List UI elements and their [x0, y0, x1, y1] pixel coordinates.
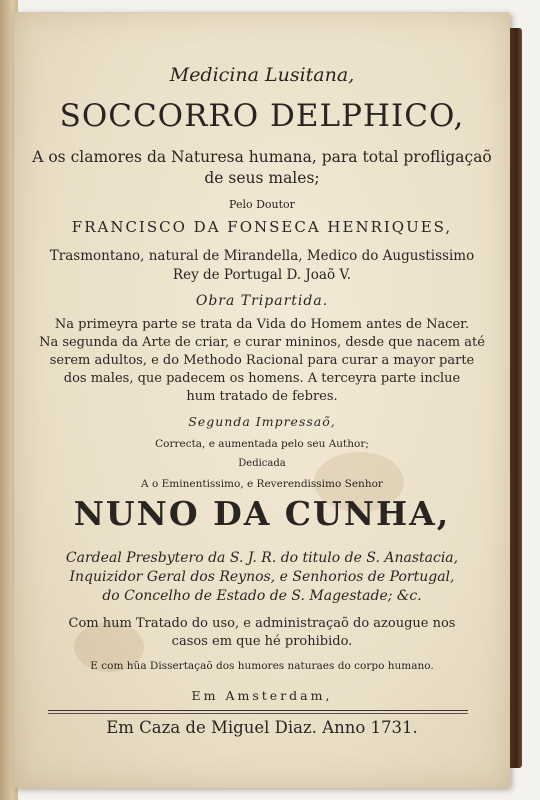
contents-line-1: Na primeyra parte se trata da Vida do Homem antes de Nacer.	[54, 317, 470, 332]
by-line: Pelo Doutor	[229, 198, 295, 211]
place-of-printing: Em Amsterdam,	[191, 688, 333, 703]
dedication-honorific: A o Eminentissimo, e Reverendissimo Senhor	[141, 478, 383, 490]
subtitle-line-1: A os clamores da Naturesa humana, para total profligaçaõ	[32, 148, 492, 166]
dedicatee-name: NUNO DA CUNHA,	[73, 494, 451, 533]
contents-line-2: Na segunda da Arte de criar, e curar mininos, desde que nacem até	[39, 335, 485, 350]
main-title: SOCCORRO DELPHICO,	[59, 98, 465, 134]
dissertation-note: E com hũa Dissertaçaõ dos humores naturaes do corpo humano.	[90, 660, 434, 672]
dedication-label: Dedicada	[238, 458, 286, 469]
book-cover-edge	[508, 28, 522, 768]
author-name: FRANCISCO DA FONSECA HENRIQUES,	[71, 218, 453, 236]
imprint-rule	[48, 710, 468, 711]
author-description-1: Trasmontano, natural de Mirandella, Medico do Augustissimo	[49, 248, 475, 264]
author-description-2: Rey de Portugal D. Joaõ V.	[172, 267, 352, 283]
work-type: Obra Tripartida.	[195, 293, 329, 309]
supplement-line-1: Com hum Tratado do uso, e administraçaõ do azougue nos	[68, 616, 456, 631]
imprint-line: Em Caza de Miguel Diaz. Anno 1731.	[106, 718, 418, 737]
dedicatee-title-3: do Concelho de Estado de S. Magestade; &c.	[102, 588, 422, 604]
title-page	[14, 12, 510, 788]
contents-line-4: dos males, que padecem os homens. A terceyra parte inclue	[63, 371, 461, 386]
dedicatee-title-1: Cardeal Presbytero da S. J. R. do titulo de S. Anastacia,	[65, 550, 459, 566]
dedicatee-title-2: Inquizidor Geral dos Reynos, e Senhorios de Portugal,	[69, 569, 455, 585]
contents-line-3: serem adultos, e do Methodo Racional para curar a mayor parte	[49, 353, 475, 368]
correction-note: Correcta, e aumentada pelo seu Author;	[155, 438, 369, 450]
series-title: Medicina Lusitana,	[169, 64, 355, 86]
edition-note: Segunda Impressaõ,	[188, 414, 336, 429]
supplement-line-2: casos em que hé prohibido.	[171, 634, 353, 649]
imprint-rule-thin	[48, 713, 468, 714]
subtitle-line-2: de seus males;	[204, 169, 320, 187]
contents-line-5: hum tratado de febres.	[186, 389, 338, 404]
